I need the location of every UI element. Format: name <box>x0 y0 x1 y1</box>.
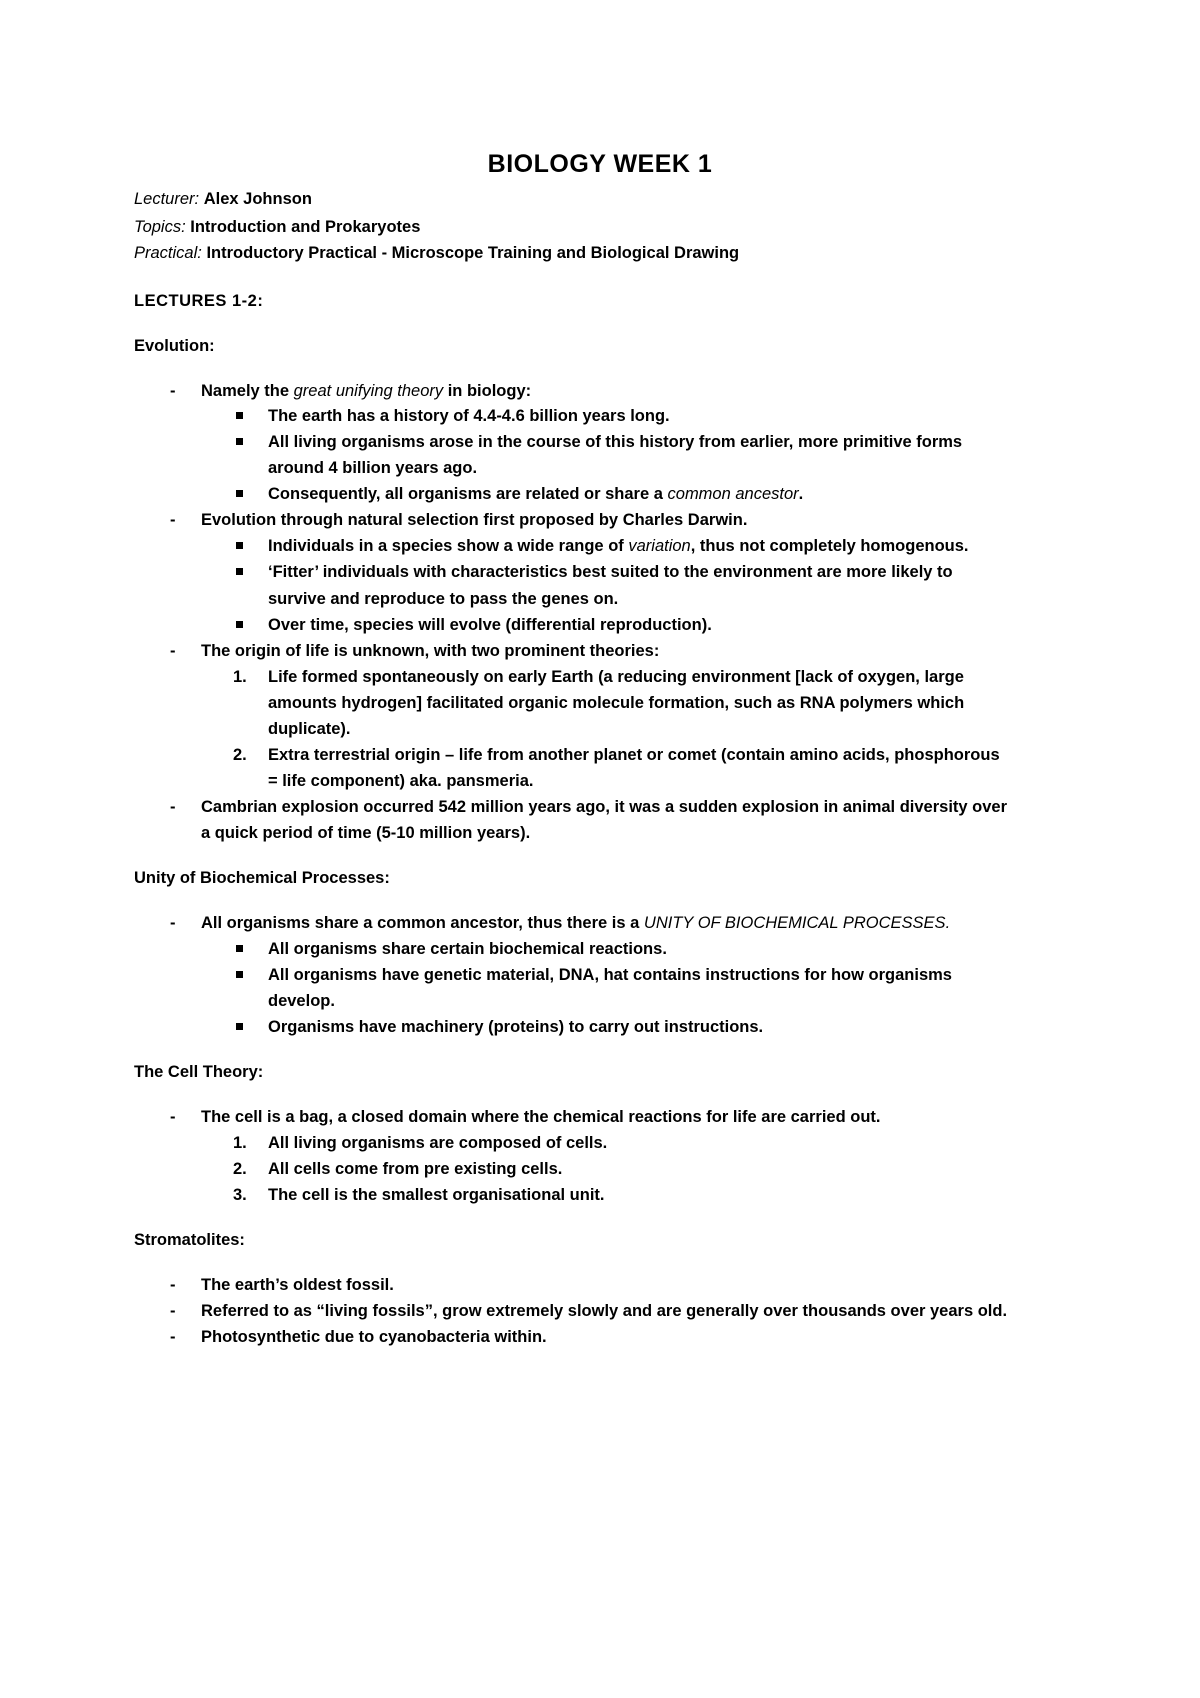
evolution-bullet-4-line-2: a quick period of time (5-10 million years). <box>201 824 531 842</box>
cell-num-1: All living organisms are composed of cells. <box>268 1134 608 1152</box>
cell-num-2: All cells come from pre existing cells. <box>268 1160 563 1178</box>
number-marker: 2. <box>233 746 247 764</box>
bullet-dash: - <box>170 1302 176 1320</box>
evolution-heading: Evolution: <box>134 337 215 355</box>
lecturer-label: Lecturer: <box>134 190 200 208</box>
evolution-num-1-line-1: Life formed spontaneously on early Earth (a reducing environment [lack of oxygen, large <box>268 668 964 686</box>
evolution-num-1-line-3: duplicate). <box>268 720 351 738</box>
lectures-heading: LECTURES 1-2: <box>134 292 264 310</box>
square-bullet-icon <box>236 621 243 628</box>
unity-sub-2-line-1: All organisms have genetic material, DNA, hat contains instructions for how organisms <box>268 966 952 984</box>
practical-value: Introductory Practical - Microscope Training and Biological Drawing <box>206 244 740 262</box>
evolution-sub-5-line-1: ‘Fitter’ individuals with characteristics best suited to the environment are more likely to <box>268 563 953 581</box>
practical-line <box>134 242 739 264</box>
evolution-sub-3: Consequently, all organisms are related or share a common ancestor. <box>268 485 804 503</box>
unity-heading: Unity of Biochemical Processes: <box>134 869 390 887</box>
unity-sub-3: Organisms have machinery (proteins) to carry out instructions. <box>268 1018 764 1036</box>
bullet-dash: - <box>170 382 176 400</box>
practical-label: Practical: <box>134 244 202 262</box>
square-bullet-icon <box>236 412 243 419</box>
topics-value: Introduction and Prokaryotes <box>190 218 421 236</box>
square-bullet-icon <box>236 568 243 575</box>
evolution-sub-4: Individuals in a species show a wide range of variation, thus not completely homogenous. <box>268 537 969 555</box>
bullet-dash: - <box>170 798 176 816</box>
topics-label: Topics: <box>134 218 186 236</box>
evolution-num-2-line-2: = life component) aka. pansmeria. <box>268 772 534 790</box>
evolution-bullet-3: The origin of life is unknown, with two prominent theories: <box>201 642 660 660</box>
evolution-sub-1: The earth has a history of 4.4-4.6 billion years long. <box>268 407 670 425</box>
bullet-dash: - <box>170 1276 176 1294</box>
strom-bullet-2: Referred to as “living fossils”, grow extremely slowly and are generally over thousands over years old. <box>201 1302 1008 1320</box>
bullet-dash: - <box>170 1328 176 1346</box>
topics-line <box>134 216 420 238</box>
cell-num-3: The cell is the smallest organisational unit. <box>268 1186 605 1204</box>
lecturer-value: Alex Johnson <box>203 190 312 208</box>
evolution-num-1-line-2: amounts hydrogen] facilitated organic molecule formation, such as RNA polymers which <box>268 694 965 712</box>
number-marker: 2. <box>233 1160 247 1178</box>
evolution-sub-2-line-1: All living organisms arose in the course of this history from earlier, more primitive forms <box>268 433 963 451</box>
lecturer-line <box>134 188 312 210</box>
bullet-dash: - <box>170 914 176 932</box>
evolution-sub-5-line-2: survive and reproduce to pass the genes on. <box>268 590 619 608</box>
strom-heading: Stromatolites: <box>134 1231 245 1249</box>
square-bullet-icon <box>236 438 243 445</box>
square-bullet-icon <box>236 1023 243 1030</box>
bullet-dash: - <box>170 642 176 660</box>
evolution-sub-2-line-2: around 4 billion years ago. <box>268 459 478 477</box>
number-marker: 1. <box>233 1134 247 1152</box>
cell-heading: The Cell Theory: <box>134 1063 264 1081</box>
evolution-sub-6: Over time, species will evolve (differential reproduction). <box>268 616 712 634</box>
cell-bullet-1: The cell is a bag, a closed domain where the chemical reactions for life are carried out. <box>201 1108 881 1126</box>
unity-bullet-1: All organisms share a common ancestor, thus there is a UNITY OF BIOCHEMICAL PROCESSES. <box>201 914 951 932</box>
strom-bullet-3: Photosynthetic due to cyanobacteria within. <box>201 1328 547 1346</box>
number-marker: 1. <box>233 668 247 686</box>
square-bullet-icon <box>236 945 243 952</box>
number-marker: 3. <box>233 1186 247 1204</box>
square-bullet-icon <box>236 490 243 497</box>
square-bullet-icon <box>236 971 243 978</box>
evolution-bullet-1: Namely the great unifying theory in biology: <box>201 382 532 400</box>
unity-sub-1: All organisms share certain biochemical reactions. <box>268 940 667 958</box>
strom-bullet-1: The earth’s oldest fossil. <box>201 1276 394 1294</box>
bullet-dash: - <box>170 511 176 529</box>
bullet-dash: - <box>170 1108 176 1126</box>
evolution-num-2-line-1: Extra terrestrial origin – life from another planet or comet (contain amino acids, phosphorous <box>268 746 1000 764</box>
evolution-bullet-4-line-1: Cambrian explosion occurred 542 million years ago, it was a sudden explosion in animal diversity over <box>201 798 1008 816</box>
page-title: BIOLOGY WEEK 1 <box>487 150 713 178</box>
square-bullet-icon <box>236 542 243 549</box>
unity-sub-2-line-2: develop. <box>268 992 335 1010</box>
evolution-bullet-2: Evolution through natural selection first proposed by Charles Darwin. <box>201 511 748 529</box>
